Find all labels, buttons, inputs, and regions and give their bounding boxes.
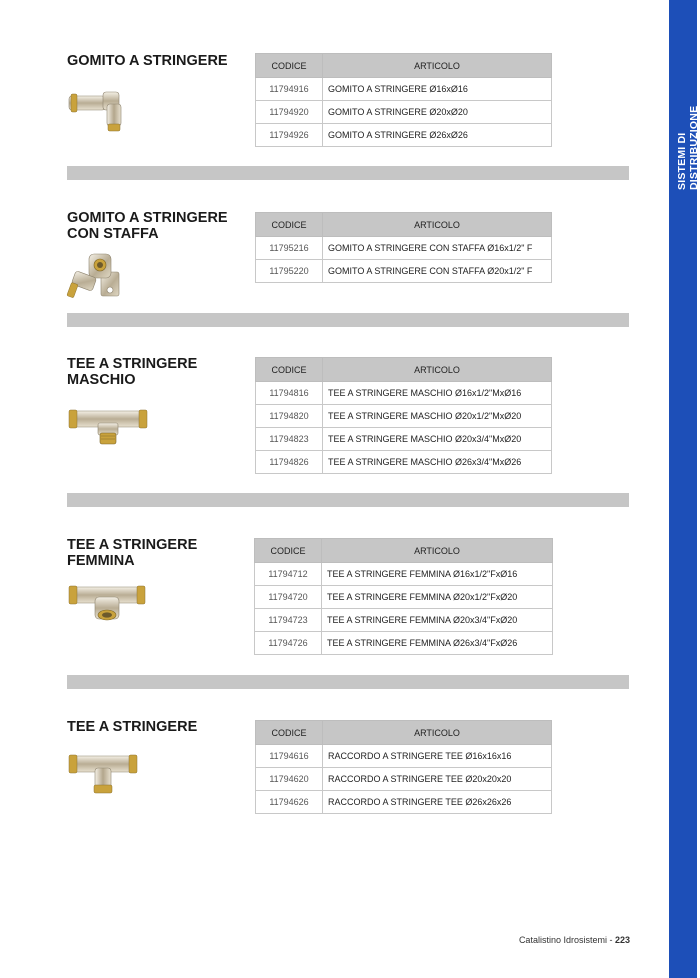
section-divider xyxy=(67,166,629,180)
section-divider xyxy=(67,675,629,689)
product-code: 11795220 xyxy=(256,260,323,283)
column-header-codice: CODICE xyxy=(256,721,323,745)
table-row xyxy=(256,745,552,768)
table-row xyxy=(256,791,552,814)
table-row xyxy=(255,609,553,632)
product-article: RACCORDO A STRINGERE TEE Ø20x20x20 xyxy=(323,768,552,791)
product-article: RACCORDO A STRINGERE TEE Ø16x16x16 xyxy=(323,745,552,768)
product-article: GOMITO A STRINGERE Ø16xØ16 xyxy=(323,78,552,101)
product-code: 11794916 xyxy=(256,78,323,101)
product-article: TEE A STRINGERE FEMMINA Ø20x3/4"FxØ20 xyxy=(322,609,553,632)
product-article: TEE A STRINGERE FEMMINA Ø20x1/2"FxØ20 xyxy=(322,586,553,609)
table-row xyxy=(255,632,553,655)
table-row xyxy=(256,260,552,283)
column-header-articolo: ARTICOLO xyxy=(322,539,553,563)
table-row xyxy=(255,586,553,609)
product-code: 11794616 xyxy=(256,745,323,768)
column-header-codice: CODICE xyxy=(256,213,323,237)
catalog-name: Catalistino Idrosistemi xyxy=(518,935,607,945)
product-code: 11794620 xyxy=(256,768,323,791)
side-label: SISTEMI DI DISTRIBUZIONE xyxy=(676,105,700,190)
product-article: GOMITO A STRINGERE Ø20xØ20 xyxy=(323,101,552,124)
tee-female-image xyxy=(68,581,146,625)
column-header-codice: CODICE xyxy=(256,54,323,78)
product-code: 11794712 xyxy=(255,563,322,586)
product-article: GOMITO A STRINGERE Ø26xØ26 xyxy=(323,124,552,147)
footer-separator: - xyxy=(606,935,615,945)
product-article: TEE A STRINGERE FEMMINA Ø26x3/4"FxØ26 xyxy=(322,632,553,655)
product-article: TEE A STRINGERE MASCHIO Ø20x3/4"MxØ20 xyxy=(323,428,552,451)
page-number: 223 xyxy=(614,935,630,945)
product-table xyxy=(255,53,552,147)
product-code: 11794820 xyxy=(256,405,323,428)
product-code: 11794720 xyxy=(255,586,322,609)
table-row xyxy=(256,124,552,147)
product-table xyxy=(255,212,552,283)
table-row xyxy=(256,101,552,124)
section-divider xyxy=(67,313,629,327)
product-article: GOMITO A STRINGERE CON STAFFA Ø16x1/2" F xyxy=(323,237,552,260)
section-title: TEE A STRINGERE MASCHIO xyxy=(67,356,198,388)
wall-elbow-image xyxy=(67,250,127,304)
table-row xyxy=(256,78,552,101)
table-row xyxy=(255,563,553,586)
product-table xyxy=(255,357,552,474)
product-code: 11794723 xyxy=(255,609,322,632)
product-article: TEE A STRINGERE MASCHIO Ø20x1/2"MxØ20 xyxy=(323,405,552,428)
product-article: GOMITO A STRINGERE CON STAFFA Ø20x1/2" F xyxy=(323,260,552,283)
product-article: RACCORDO A STRINGERE TEE Ø26x26x26 xyxy=(323,791,552,814)
section-title: TEE A STRINGERE FEMMINA xyxy=(67,537,198,569)
product-table xyxy=(255,720,552,814)
elbow-fitting-image xyxy=(67,84,137,134)
section-title: GOMITO A STRINGERE CON STAFFA xyxy=(67,210,228,242)
page-footer xyxy=(519,935,630,945)
table-row xyxy=(256,428,552,451)
tee-fitting-image xyxy=(68,752,138,796)
column-header-articolo: ARTICOLO xyxy=(323,358,552,382)
column-header-codice: CODICE xyxy=(255,539,322,563)
product-code: 11794826 xyxy=(256,451,323,474)
product-code: 11794726 xyxy=(255,632,322,655)
section-divider xyxy=(67,493,629,507)
column-header-articolo: ARTICOLO xyxy=(323,54,552,78)
column-header-codice: CODICE xyxy=(256,358,323,382)
product-code: 11794926 xyxy=(256,124,323,147)
product-code: 11795216 xyxy=(256,237,323,260)
product-article: TEE A STRINGERE MASCHIO Ø16x1/2"MxØ16 xyxy=(323,382,552,405)
table-row xyxy=(256,451,552,474)
column-header-articolo: ARTICOLO xyxy=(323,213,552,237)
tee-male-image xyxy=(68,405,148,447)
table-row xyxy=(256,382,552,405)
product-code: 11794920 xyxy=(256,101,323,124)
product-code: 11794816 xyxy=(256,382,323,405)
product-table xyxy=(254,538,553,655)
table-row xyxy=(256,768,552,791)
product-article: TEE A STRINGERE FEMMINA Ø16x1/2"FxØ16 xyxy=(322,563,553,586)
section-title: TEE A STRINGERE xyxy=(67,719,198,735)
section-title: GOMITO A STRINGERE xyxy=(67,53,228,69)
table-row xyxy=(256,237,552,260)
table-row xyxy=(256,405,552,428)
product-article: TEE A STRINGERE MASCHIO Ø26x3/4"MxØ26 xyxy=(323,451,552,474)
product-code: 11794823 xyxy=(256,428,323,451)
product-code: 11794626 xyxy=(256,791,323,814)
column-header-articolo: ARTICOLO xyxy=(323,721,552,745)
